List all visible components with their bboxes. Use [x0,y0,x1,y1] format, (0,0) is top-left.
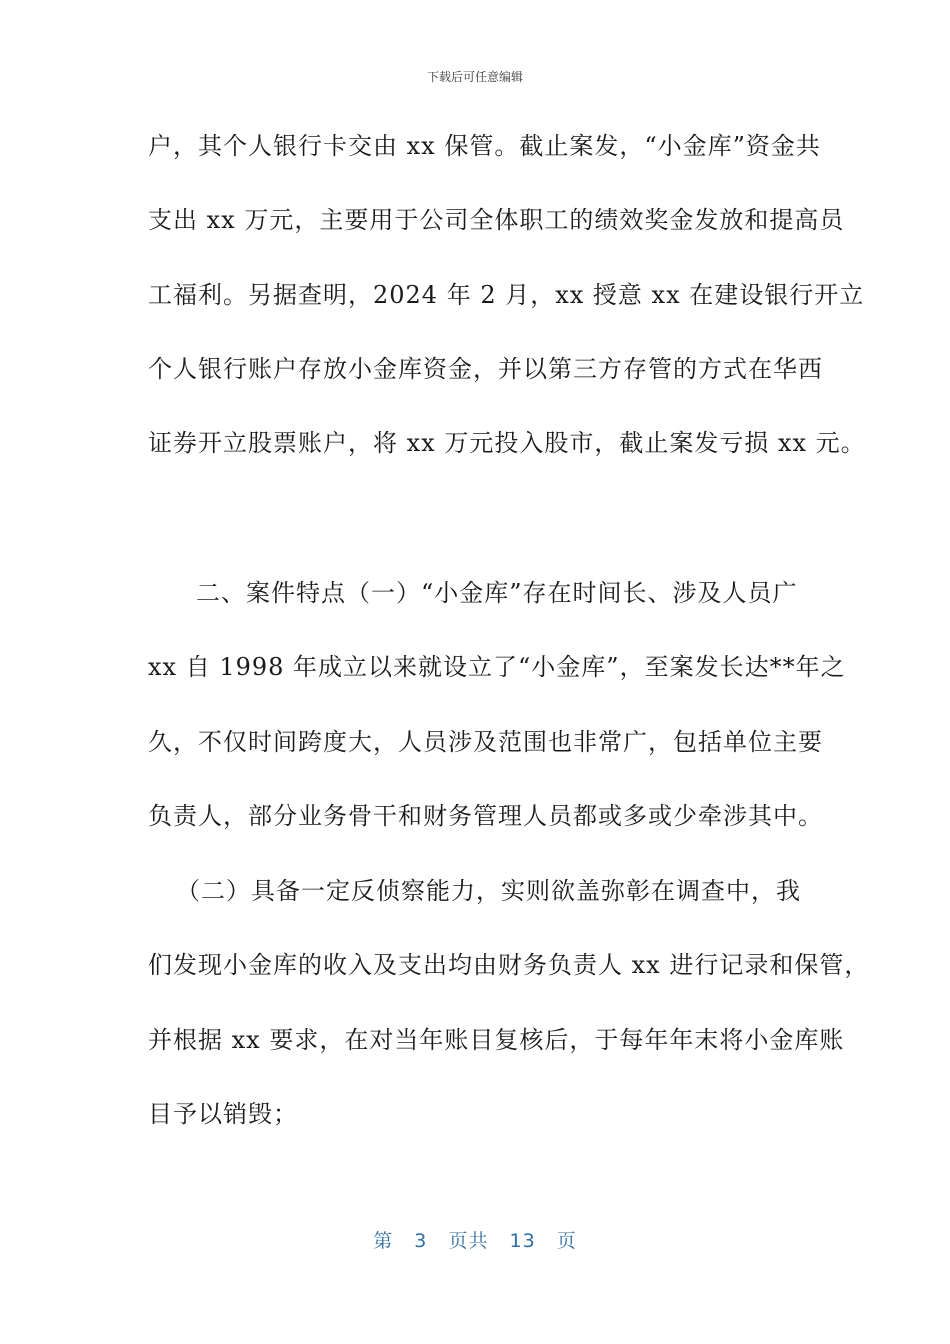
page-footer [0,1226,950,1253]
paragraph-line: 支出 xx 万元，主要用于公司全体职工的绩效奖金发放和提高员 [148,206,845,234]
paragraph-line: 们发现小金库的收入及支出均由财务负责人 xx 进行记录和保管， [148,951,870,979]
page-label-suffix: 页 [556,1230,577,1252]
paragraph-line: 并根据 xx 要求，在对当年账目复核后，于每年年末将小金库账 [148,1026,845,1054]
paragraph-line: 个人银行账户存放小金库资金，并以第三方存管的方式在华西 [148,355,823,383]
paragraph-line: xx 自 1998 年成立以来就设立了“小金库”，至案发长达**年之 [148,653,846,681]
section-heading: 二、案件特点（一）“小金库”存在时间长、涉及人员广 [196,579,798,607]
page-label-prefix: 第 [373,1230,394,1252]
paragraph-line: 目予以销毁； [148,1100,298,1128]
page-label-middle: 页共 [448,1230,489,1252]
total-pages: 13 [509,1230,536,1252]
paragraph-line: 工福利。另据查明，2024 年 2 月，xx 授意 xx 在建设银行开立 [148,281,865,309]
page-number: 3 [414,1230,428,1252]
paragraph-line: 久，不仅时间跨度大，人员涉及范围也非常广，包括单位主要 [148,728,823,756]
paragraph-line: 证券开立股票账户，将 xx 万元投入股市，截止案发亏损 xx 元。 [148,429,866,457]
paragraph-line: 户，其个人银行卡交由 xx 保管。截止案发，“小金库”资金共 [148,132,821,160]
paragraph-line: 负责人，部分业务骨干和财务管理人员都或多或少牵涉其中。 [148,802,823,830]
page-header: 下载后可任意编辑 [426,70,523,84]
paragraph-line: （二）具备一定反侦察能力，实则欲盖弥彰在调查中，我 [176,877,801,905]
